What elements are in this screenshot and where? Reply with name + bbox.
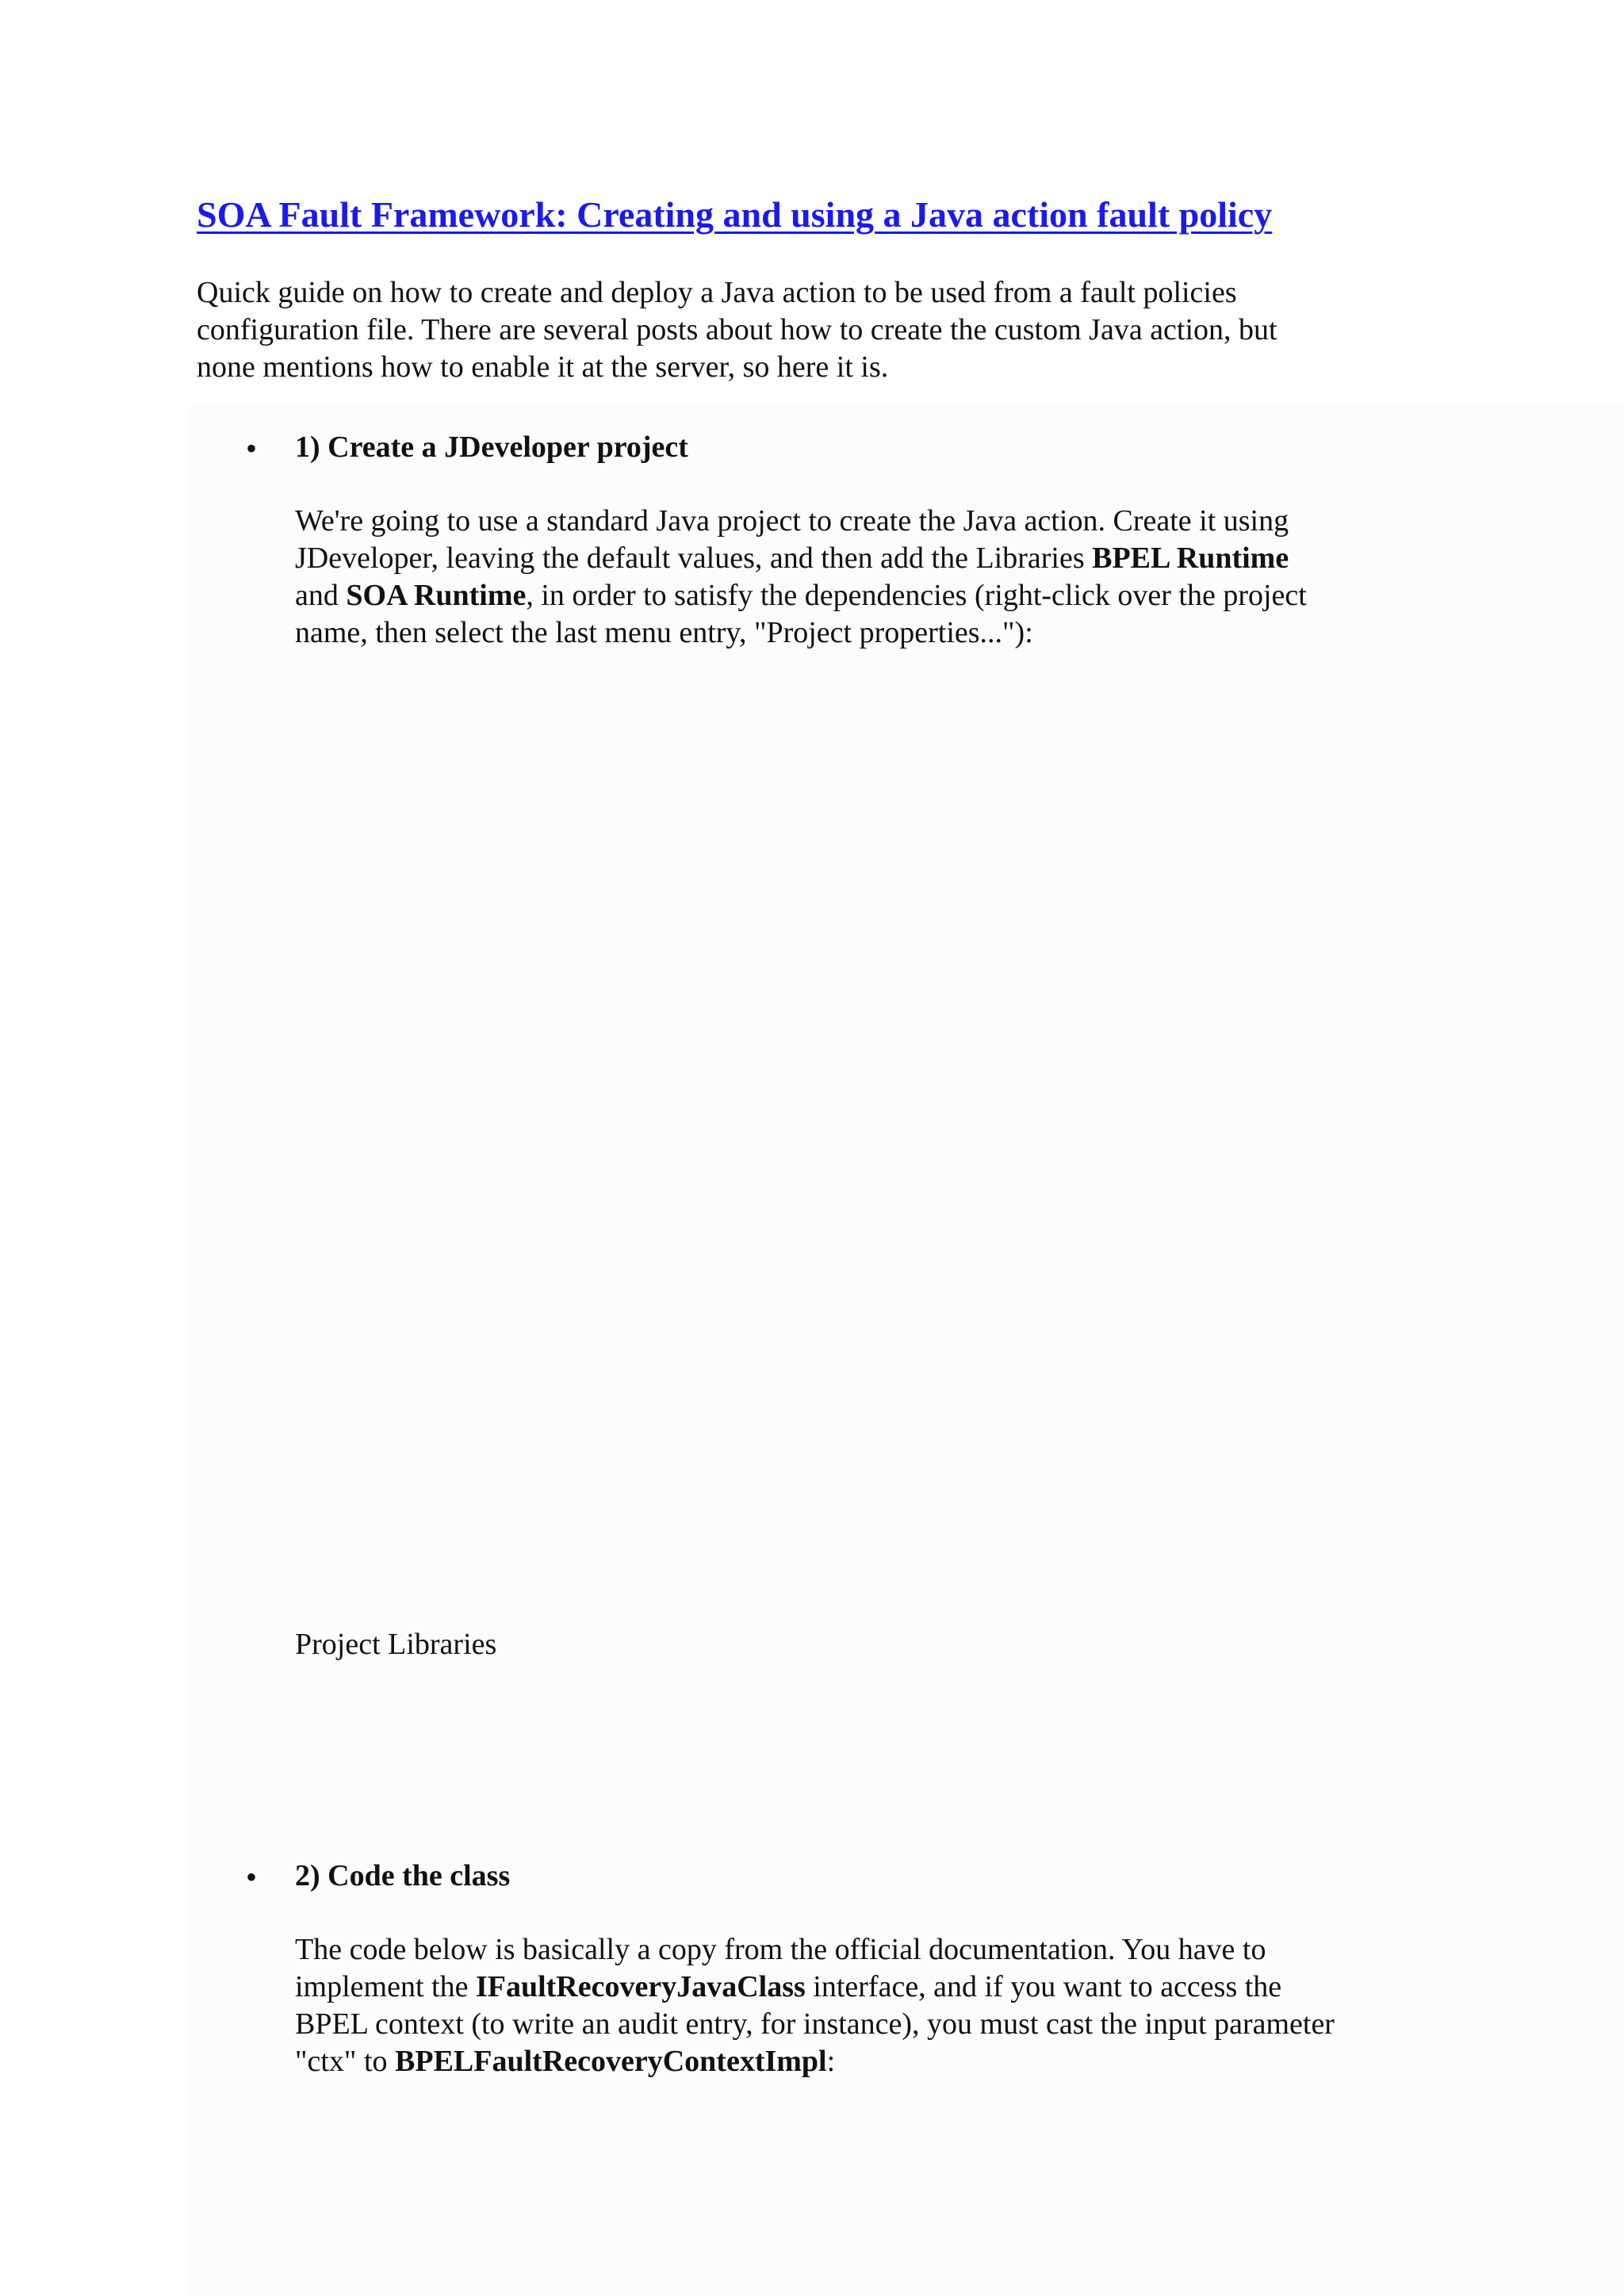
intro-line: configuration file. There are several posts about how to create the custom Java action, but	[197, 313, 1277, 346]
interface-name: IFaultRecoveryJavaClass	[475, 1970, 806, 2003]
text-run: , in order to satisfy the dependencies (right-click over the project	[526, 579, 1307, 612]
text-run: implement the	[295, 1970, 476, 2003]
section-heading-create-project: 1) Create a JDeveloper project	[295, 430, 688, 464]
article-title-link[interactable]: SOA Fault Framework: Creating and using a Java action fault policy	[197, 194, 1273, 235]
paragraph-line	[295, 1969, 1335, 2006]
text-run: :	[826, 2045, 836, 2078]
text-run: JDeveloper, leaving the default values, and then add the Libraries	[295, 541, 1093, 575]
bullet-marker: •	[246, 1859, 258, 1895]
paragraph-line	[295, 503, 1307, 540]
text-run: name, then select the last menu entry, "Project properties..."):	[295, 616, 1033, 649]
paragraph-line	[295, 614, 1307, 652]
paragraph-line	[295, 2043, 1335, 2080]
text-run: We're going to use a standard Java project to create the Java action. Create it using	[295, 504, 1289, 538]
text-run: BPEL context (to write an audit entry, for instance), you must cast the input parameter	[295, 2007, 1335, 2041]
paragraph-line	[295, 2006, 1335, 2043]
text-run: and	[295, 579, 347, 612]
library-name-soa-runtime: SOA Runtime	[346, 579, 527, 612]
text-run: interface, and if you want to access the	[805, 1970, 1282, 2003]
text-run: The code below is basically a copy from the official documentation. You have to	[295, 1933, 1266, 1966]
image-caption: Project Libraries	[295, 1628, 497, 1661]
bullet-marker: •	[246, 430, 258, 466]
paragraph-line	[295, 577, 1307, 614]
class-name: BPELFaultRecoveryContextImpl	[395, 2045, 827, 2078]
section-2-paragraph	[295, 1931, 1335, 2080]
section-1-paragraph	[295, 503, 1307, 652]
library-name-bpel-runtime: BPEL Runtime	[1092, 541, 1289, 575]
text-run: "ctx" to	[295, 2045, 396, 2078]
section-heading-code-class: 2) Code the class	[295, 1859, 511, 1892]
intro-line: none mentions how to enable it at the server, so here it is.	[197, 350, 889, 384]
intro-line: Quick guide on how to create and deploy a Java action to be used from a fault policies	[197, 276, 1237, 309]
paragraph-line	[295, 1931, 1335, 1969]
project-libraries-screenshot-placeholder	[295, 682, 1405, 1594]
intro-paragraph	[197, 274, 1386, 386]
paragraph-line	[295, 540, 1307, 577]
